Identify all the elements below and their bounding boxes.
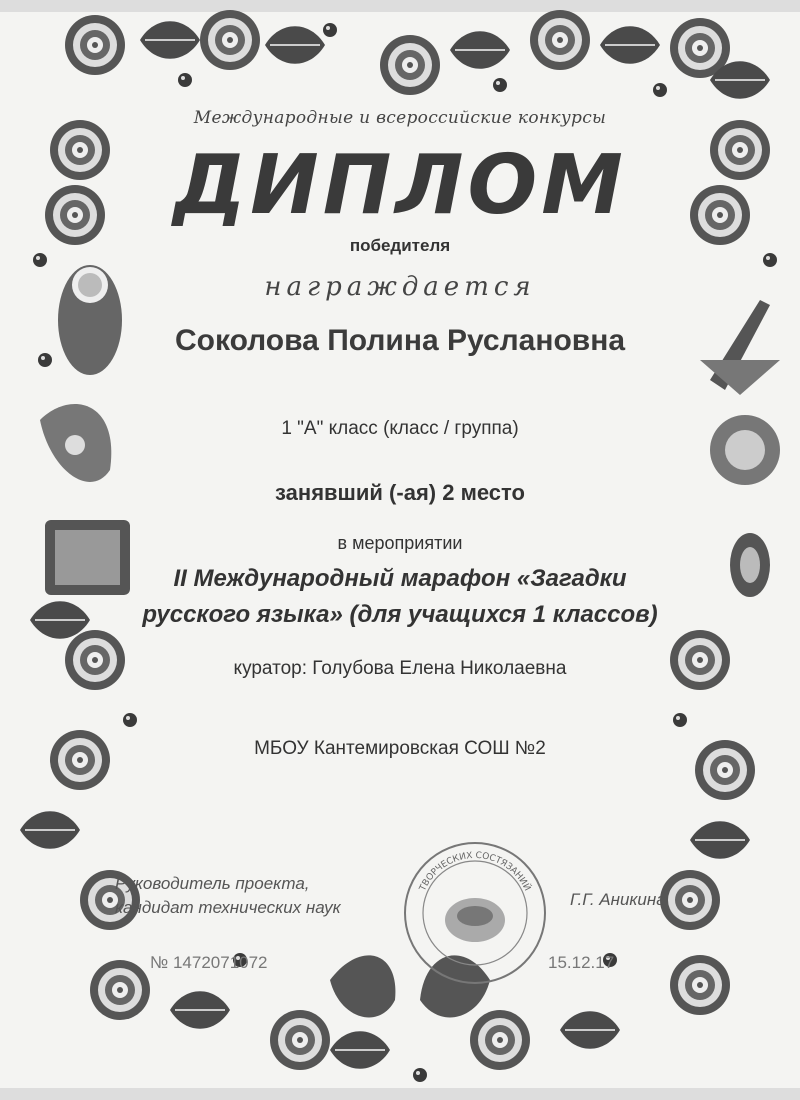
curator-line: куратор: Голубова Елена Николаевна: [233, 658, 567, 679]
diploma-title: ДИПЛОМ: [173, 138, 627, 233]
winner-label: победителя: [349, 236, 451, 255]
signature-role: Руководитель проекта,: [115, 874, 310, 893]
class-line: 1 "А" класс (класс / группа): [281, 418, 519, 439]
event-title: [0, 561, 800, 633]
recipient-name: Соколова Полина Руслановна: [174, 324, 626, 357]
awarded-label: награждается: [264, 272, 536, 302]
stamp-text: ТВОРЧЕСКИХ СОСТЯЗАНИЙ: [418, 850, 532, 893]
school-name: МБОУ Кантемировская СОШ №2: [254, 738, 546, 759]
place-line: занявший (-ая) 2 место: [275, 480, 525, 505]
event-title-line-1: II Международный марафон «Загадки: [173, 565, 627, 592]
event-intro: в мероприятии: [337, 533, 463, 553]
diploma-date: 15.12.17: [548, 953, 615, 972]
signature-block-left: [115, 872, 341, 920]
contest-subtitle: Международные и всероссийские конкурсы: [193, 108, 607, 128]
signature-degree: кандидат технических наук: [115, 898, 341, 917]
top-ornament-row: [65, 10, 730, 97]
diploma-number: № 1472071072: [150, 953, 268, 972]
signature-name: Г.Г. Аникина: [570, 890, 666, 909]
official-stamp: [400, 838, 550, 988]
event-title-line-2: русского языка» (для учащихся 1 классов): [142, 601, 658, 628]
